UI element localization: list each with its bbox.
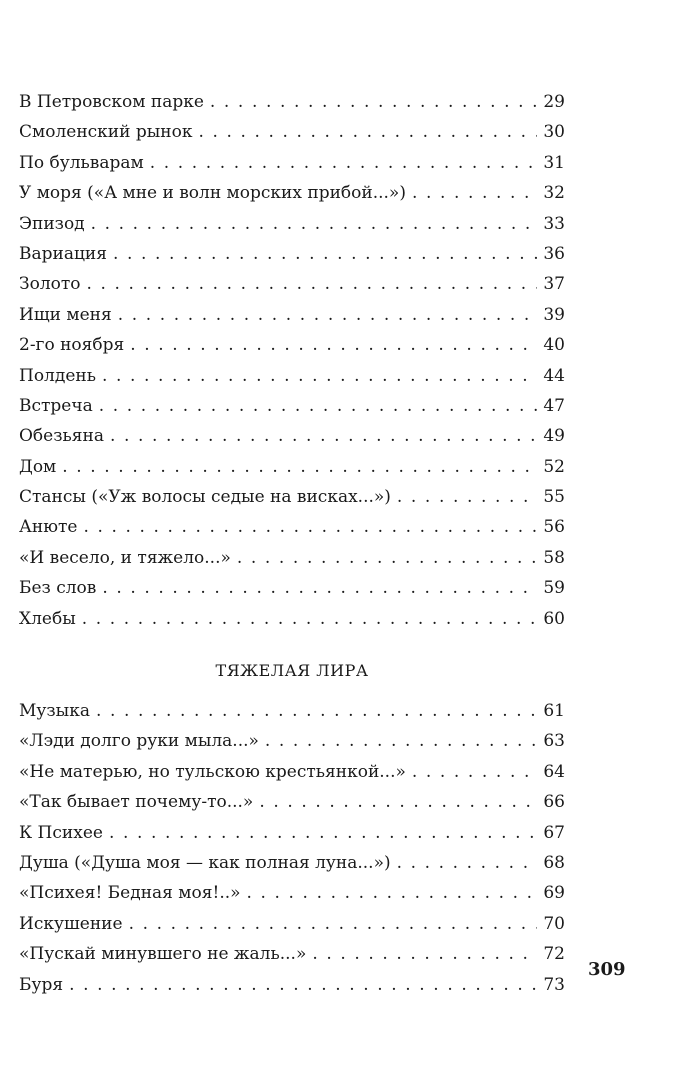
dot-leader (69, 970, 537, 1000)
toc-entry-page: 64 (543, 761, 565, 782)
toc-entry-title: Ищи меня (19, 304, 112, 325)
toc-entry-page: 36 (543, 243, 565, 264)
toc-entry (19, 818, 565, 848)
toc-entry-title: К Психее (19, 822, 103, 843)
toc-entry (19, 787, 565, 817)
toc-entry-page: 49 (543, 426, 565, 447)
section-heading: ТЯЖЕЛАЯ ЛИРА (215, 661, 369, 681)
toc-entry-title: Хлебы (19, 608, 76, 629)
dot-leader (82, 604, 537, 634)
toc-entry-page: 58 (543, 547, 565, 568)
toc-entry-page: 55 (543, 487, 565, 508)
dot-leader (129, 909, 537, 939)
toc-entry (19, 239, 565, 269)
toc-entry-page: 40 (543, 335, 565, 356)
toc-entry-page: 44 (543, 365, 565, 386)
toc-entry-page: 70 (543, 913, 565, 934)
toc-entry-title: 2-го ноября (19, 335, 125, 356)
toc-entry-title: Полдень (19, 365, 96, 386)
toc-entry-title: «Пускай минувшего не жаль...» (19, 944, 307, 965)
toc-entry (19, 300, 565, 330)
dot-leader (99, 391, 537, 421)
dot-leader (130, 330, 537, 360)
toc-entry-title: В Петровском парке (19, 92, 204, 112)
toc-entry (19, 209, 565, 239)
dot-leader (150, 148, 537, 178)
toc-entry (19, 573, 565, 603)
toc-entry (19, 939, 565, 969)
toc-entry-page: 52 (543, 456, 565, 477)
toc-entry-page: 63 (543, 731, 565, 752)
toc-entry-title: «Так бывает почему-то...» (19, 792, 254, 813)
toc-entry (19, 148, 565, 178)
toc-entry-title: Музыка (19, 701, 90, 722)
toc-entry (19, 909, 565, 939)
toc-entry-title: По бульварам (19, 152, 144, 173)
toc-entry-page: 59 (543, 578, 565, 599)
toc-entry (19, 878, 565, 908)
toc-entry-page: 32 (543, 183, 565, 204)
toc-entry (19, 361, 565, 391)
toc-entry-page: 73 (543, 974, 565, 995)
toc-entry-title: «И весело, и тяжело...» (19, 547, 231, 568)
toc-entry-title: Без слов (19, 578, 97, 599)
toc-entry-page: 67 (543, 822, 565, 843)
toc-entry-page: 33 (543, 213, 565, 234)
toc-entry (19, 757, 565, 787)
dot-leader (113, 239, 537, 269)
toc-entry (19, 696, 565, 726)
toc-entry-page: 60 (543, 608, 565, 629)
toc-entry-page: 69 (543, 883, 565, 904)
table-of-contents (19, 87, 565, 1000)
toc-entry-page: 56 (543, 517, 565, 538)
dot-leader (110, 421, 537, 451)
toc-section-2 (19, 696, 565, 1000)
toc-entry-title: У моря («А мне и волн морских прибой...») (19, 183, 406, 204)
toc-entry-title: «Психея! Бедная моя!..» (19, 883, 241, 904)
toc-entry-page: 31 (543, 152, 565, 173)
toc-entry (19, 543, 565, 573)
toc-entry (19, 178, 565, 208)
toc-entry-title: Вариация (19, 243, 107, 264)
toc-entry-page: 30 (543, 122, 565, 143)
page-number: 309 (588, 959, 626, 980)
toc-entry-page: 72 (543, 944, 565, 965)
toc-entry-title: Искушение (19, 913, 123, 934)
toc-entry-title: «Не матерью, но тульскою крестьянкой...» (19, 761, 406, 782)
toc-entry (19, 452, 565, 482)
toc-entry (19, 269, 565, 299)
dot-leader (109, 818, 537, 848)
dot-leader (118, 300, 537, 330)
toc-entry (19, 970, 565, 1000)
dot-leader (102, 361, 537, 391)
toc-entry-page: 39 (543, 304, 565, 325)
toc-entry-page: 29 (543, 92, 565, 112)
toc-entry-title: Анюте (19, 517, 78, 538)
dot-leader (397, 848, 537, 878)
toc-entry (19, 391, 565, 421)
toc-entry-title: Буря (19, 974, 64, 995)
toc-entry (19, 330, 565, 360)
dot-leader (91, 209, 537, 239)
dot-leader (247, 878, 537, 908)
toc-entry (19, 87, 565, 117)
toc-entry (19, 604, 565, 634)
toc-entry (19, 848, 565, 878)
dot-leader (412, 757, 537, 787)
dot-leader (237, 543, 537, 573)
toc-entry-title: Стансы («Уж волосы седые на висках...») (19, 487, 391, 508)
toc-entry-page: 47 (543, 395, 565, 416)
toc-entry (19, 117, 565, 147)
toc-entry-page: 68 (543, 852, 565, 873)
toc-entry-page: 61 (543, 701, 565, 722)
dot-leader (96, 696, 537, 726)
toc-entry (19, 512, 565, 542)
dot-leader (412, 178, 537, 208)
dot-leader (259, 787, 537, 817)
dot-leader (198, 117, 537, 147)
toc-entry-title: Душа («Душа моя — как полная луна...») (19, 852, 391, 873)
toc-entry-title: Смоленский рынок (19, 122, 193, 143)
dot-leader (397, 482, 537, 512)
toc-entry-title: Эпизод (19, 213, 85, 234)
dot-leader (102, 573, 537, 603)
toc-entry (19, 421, 565, 451)
dot-leader (62, 452, 537, 482)
dot-leader (87, 269, 537, 299)
toc-entry-title: «Лэди долго руки мыла...» (19, 731, 259, 752)
dot-leader (210, 87, 537, 117)
dot-leader (265, 726, 537, 756)
toc-entry-page: 37 (543, 274, 565, 295)
toc-section-1 (19, 87, 565, 634)
toc-entry-title: Обезьяна (19, 426, 104, 447)
toc-entry (19, 482, 565, 512)
toc-entry-title: Золото (19, 274, 81, 295)
dot-leader (312, 939, 537, 969)
toc-entry-title: Встреча (19, 395, 93, 416)
toc-entry-page: 66 (543, 792, 565, 813)
dot-leader (83, 512, 537, 542)
toc-entry-title: Дом (19, 456, 57, 477)
toc-entry (19, 726, 565, 756)
